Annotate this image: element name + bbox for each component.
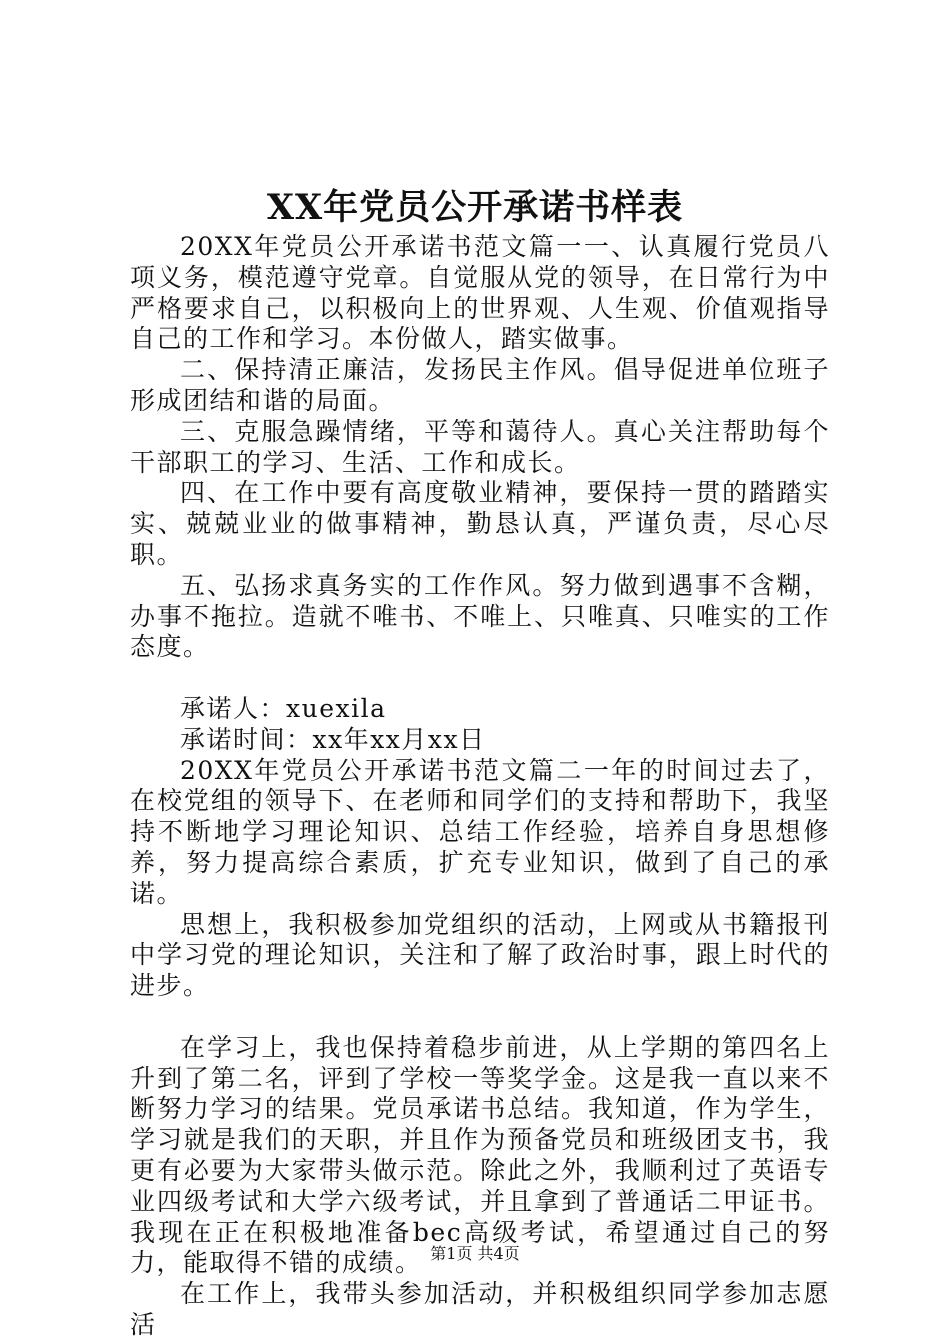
document-body: [130, 232, 830, 1341]
promise-date-line: 承诺时间：xx年xx月xx日: [180, 724, 486, 754]
paragraph-4: 四、在工作中要有高度敬业精神，要保持一贯的踏踏实实、兢兢业业的做事精神，勤恳认真，严谨负责，尽心尽职。: [130, 478, 830, 569]
blank-line: [130, 1002, 830, 1033]
promiser-line: 承诺人：xuexila: [180, 693, 387, 723]
paragraph-3: 三、克服急躁情绪，平等和蔼待人。真心关注帮助每个干部职工的学习、生活、工作和成长。: [130, 416, 830, 477]
document-title: XX年党员公开承诺书样表: [266, 187, 684, 228]
paragraph-7: 思想上，我积极参加党组织的活动，上网或从书籍报刊中学习党的理论知识，关注和了解了政治时事，跟上时代的进步。: [130, 909, 830, 1001]
blank-line: [130, 663, 830, 694]
paragraph-1: 20XX年党员公开承诺书范文篇一一、认真履行党员八项义务，模范遵守党章。自觉服从党的领导，在日常行为中严格要求自己，以积极向上的世界观、人生观、价值观指导自己的工作和学习。本份做人，踏实做事。: [130, 232, 830, 354]
paragraph-9: 在工作上，我带头参加活动，并积极组织同学参加志愿活: [130, 1279, 830, 1339]
paragraph-8: 在学习上，我也保持着稳步前进，从上学期的第四名上升到了第二名，评到了学校一等奖学金。这是我一直以来不断努力学习的结果。党员承诺书总结。我知道，作为学生，学习就是我们的天职，并且作为预备党员和班级团支书，我更有必要为大家带头做示范。除此之外，我顺利过了英语专业四级考试和大学六级考试，并且拿到了普通话二甲证书。我现在正在积极地准备bec高级考试，希望通过自己的努力，能取得不错的成绩。: [130, 1032, 830, 1278]
paragraph-6: 20XX年党员公开承诺书范文篇二一年的时间过去了，在校党组的领导下、在老师和同学们的支持和帮助下，我坚持不断地学习理论知识、总结工作经验，培养自身思想修养，努力提高综合素质，扩充专业知识，做到了自己的承诺。: [130, 755, 830, 908]
paragraph-2: 二、保持清正廉洁，发扬民主作风。倡导促进单位班子形成团结和谐的局面。: [130, 355, 830, 415]
paragraph-5: 五、弘扬求真务实的工作作风。努力做到遇事不含糊，办事不拖拉。造就不唯书、不唯上、只唯真、只唯实的工作态度。: [130, 570, 830, 662]
page-footer: 第1页 共4页: [430, 1244, 520, 1263]
